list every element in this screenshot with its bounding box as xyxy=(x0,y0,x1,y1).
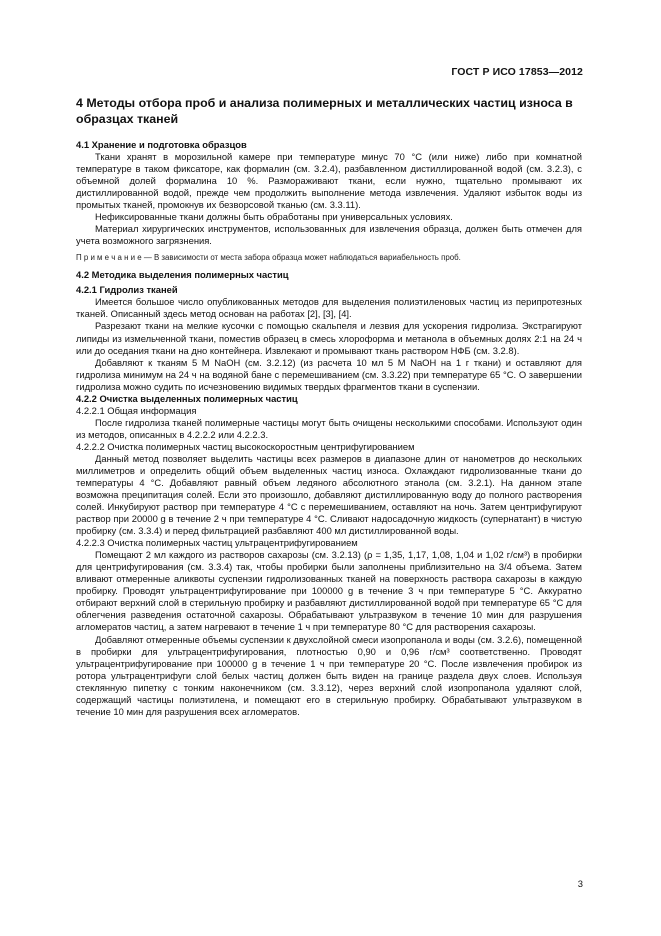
paragraph: Помещают 2 мл каждого из растворов сахарозы (см. 3.2.13) (ρ = 1,35, 1,17, 1,08, 1,04 и 1,02 г/см³) в пробирки для центрифугирования (см. 3.3.4) так, чтобы пробирки были заполнены приблизительно на 3/4 объема. Затем вливают отмеренные аликвоты суспензии гидролизованных тканей на поверхность раствора сахарозы в каждую пробирку. Проводят ультрацентрифугирование при 100000 g в течение 3 ч при температуре 5 °С. Аккуратно отбирают верхний слой в стерильную пробирку и разбавляют дистиллированной водой при температуре 65 °С для облегчения разведения остаточной сахарозы. Обрабатывают ультразвуком в течение 10 мин для разрушения агломератов частиц, а затем нагревают в течение 1 ч при температуре 80 °С для растворения сахарозы. xyxy=(76,549,582,633)
section-4-2-2-2-title: 4.2.2.2 Очистка полимерных частиц высокоскоростным центрифугированием xyxy=(76,440,415,452)
page-content xyxy=(76,96,582,718)
page-number: 3 xyxy=(577,878,583,889)
section-4-1-title: 4.1 Хранение и подготовка образцов xyxy=(76,139,247,150)
paragraph: Добавляют отмеренные объемы суспензии к двухслойной смеси изопропанола и воды (см. 3.2.6), помещенной в пробирки для ультрацентрифугирования, плотностью 0,90 и 0,96 г/см³ соответственно. Проводят ультрацентрифугирование при 100000 g в течение 1 ч при температуре 20 °С. После извлечения пробирок из ротора ультрацентрифуги слой белых частиц должен быть виден на границе раздела двух слоев. Используя стеклянную пипетку с тонким наконечником (см. 3.3.12), через верхний слой изопропанола удаляют слой, содержащий частицы полиэтилена, и помещают его в стерильную пробирку. Обрабатывают ультразвуком в течение 10 мин для разрушения всех агломератов. xyxy=(76,633,582,717)
paragraph: Добавляют к тканям 5 М NaOH (см. 3.2.12) (из расчета 10 мл 5 М NaOH на 1 г ткани) и оставляют для гидролиза минимум на 24 ч на водяной бане с перемешиванием (см. 3.3.22) при температуре 65 °С. О завершении гидролиза можно судить по исчезновению видимых твердых фрагментов ткани в суспензии. xyxy=(76,356,582,392)
standard-header: ГОСТ Р ИСО 17853—2012 xyxy=(451,66,583,78)
paragraph: Ткани хранят в морозильной камере при температуре минус 70 °С (или ниже) либо при комнатной температуре в таком фиксаторе, как формалин (см. 3.2.4), разбавленном дистиллированной водой (см. 3.2.3), с объемной долей формалина 10 %. Размораживают ткани, если нужно, тщательно промывают их дистиллированной водой, прежде чем продолжить выполнение метода извлечения. Удаляют избыток воды из промытых тканей, промокнув их безворсовой тканью (см. 3.3.11). xyxy=(76,151,582,211)
paragraph: Имеется большое число опубликованных методов для выделения полиэтиленовых частиц из перипротезных тканей. Описанный здесь метод основан на работах [2], [3], [4]. xyxy=(76,296,582,320)
section-4-2-2-1-title: 4.2.2.1 Общая информация xyxy=(76,404,197,416)
section-4-2-title: 4.2 Методика выделения полимерных частиц xyxy=(76,269,289,281)
section-4-title: 4 Методы отбора проб и анализа полимерных и металлических частиц износа в образцах тканей xyxy=(76,96,573,126)
note: П р и м е ч а н и е — В зависимости от места забора образца может наблюдаться вариабельность проб. xyxy=(76,253,461,263)
paragraph: Нефиксированные ткани должны быть обработаны при универсальных условиях. xyxy=(95,211,453,223)
paragraph: Данный метод позволяет выделить частицы всех размеров в диапазоне длин от нанометров до нескольких миллиметров и определить общий объем выделенных частиц износа. Охлаждают гидролизованные ткани до температуры 4 °С. Добавляют равный объем ледяного абсолютного этанола (см. 3.2.1). На данном этапе возможна преципитация солей. Если это произошло, добавляют дистиллированную воду до полного растворения солей. Инкубируют раствор при температуре 4 °С с перемешиванием, оставляют на ночь. Затем центрифугируют раствор при 20000 g в течение 2 ч при температуре 4 °С. Сливают надосадочную жидкость (супернатант) в чистую пробирку (см. 3.3.4) и перед фильтрацией разбавляют 400 мл дистиллированной воды. xyxy=(76,452,582,537)
section-4-2-1-title: 4.2.1 Гидролиз тканей xyxy=(76,284,178,296)
section-4-2-2-3-title: 4.2.2.3 Очистка полимерных частиц ультрацентрифугированием xyxy=(76,537,358,549)
paragraph: Разрезают ткани на мелкие кусочки с помощью скальпеля и лезвия для ускорения гидролиза. Экстрагируют липиды из измельченной ткани, поместив образец в смесь хлороформа и метанола в объемных долях 2:1 на 24 ч или до оседания ткани на дно контейнера. Извлекают и промывают ткань раствором НФБ (см. 3.2.8). xyxy=(76,320,582,356)
paragraph: Материал хирургических инструментов, использованных для извлечения образца, должен быть отмечен для учета возможного загрязнения. xyxy=(76,223,582,247)
section-4-2-2-title: 4.2.2 Очистка выделенных полимерных частиц xyxy=(76,392,298,404)
paragraph: После гидролиза тканей полимерные частицы могут быть очищены несколькими способами. Используют один из методов, описанных в 4.2.2.2 или 4.2.2.3. xyxy=(76,416,582,440)
